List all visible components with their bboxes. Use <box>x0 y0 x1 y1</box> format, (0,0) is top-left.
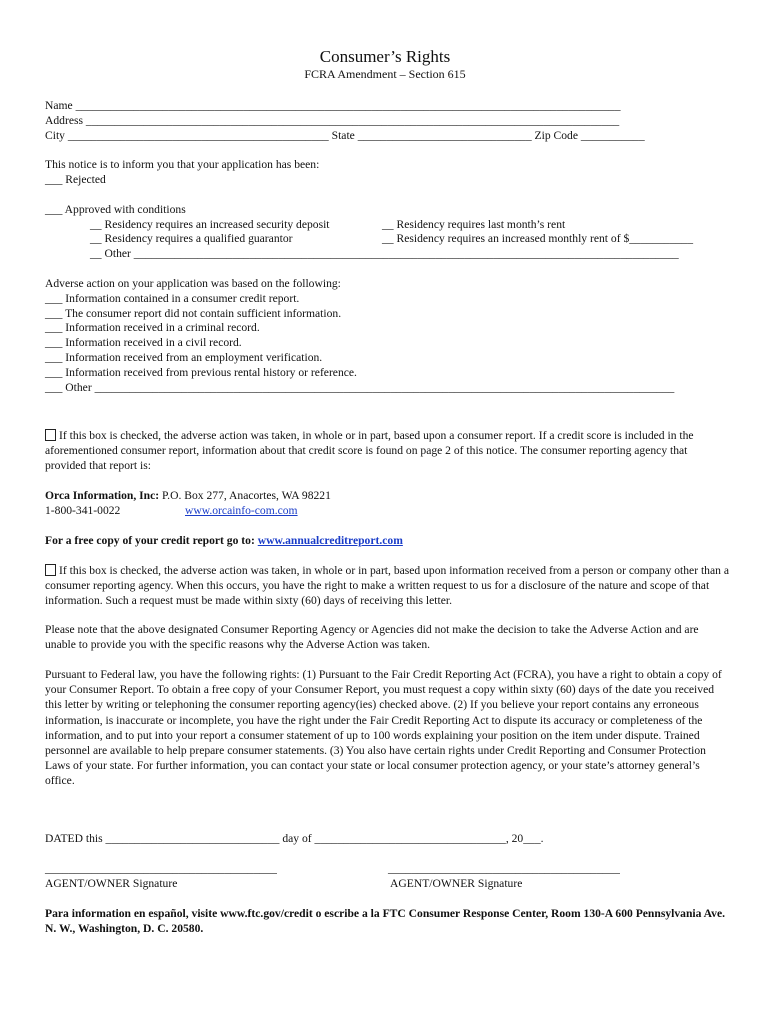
free-copy-label: For a free copy of your credit report go to: <box>45 534 255 547</box>
page-title: Consumer’s Rights <box>319 47 451 66</box>
condition-last-month-rent[interactable]: __ Residency requires last month’s rent <box>382 218 566 231</box>
adverse-intro: Adverse action on your application was based on the following: <box>45 277 341 290</box>
annualcreditreport-link[interactable]: www.annualcreditreport.com <box>257 534 403 547</box>
agency-website-link[interactable]: www.orcainfo-com.com <box>185 504 298 517</box>
free-copy-line <box>45 533 403 548</box>
adverse-item[interactable]: ___ Information received in a criminal record. <box>45 321 260 334</box>
agency-phone: 1-800-341-0022 <box>45 504 121 517</box>
adverse-item[interactable]: ___ Information received in a civil record. <box>45 336 242 349</box>
condition-other[interactable]: __ Other ______________________________________________________________________________________________ <box>90 247 679 260</box>
credit-report-section <box>45 428 729 474</box>
spanish-notice: Para information en español, visite www.ftc.gov/credit o escribe a la FTC Consumer Response Center, Room 130-A 600 Pennsylvania Ave. N. W., Washington, D. C. 20580. <box>45 907 726 936</box>
third-party-checkbox[interactable] <box>45 564 56 576</box>
third-party-text: If this box is checked, the adverse action was taken, in whole or in part, based upon information received from a person or company other than a consumer reporting agency. When this occurs, you have the right to make a written request to us for a disclosure of the nature and scope of that information. Such a request must be made within sixty (60) days of receiving this letter. <box>45 564 729 608</box>
approved-option[interactable]: ___ Approved with conditions <box>45 203 186 216</box>
credit-report-text: If this box is checked, the adverse action was taken, in whole or in part, based upon a consumer report. If a credit score is included in the aforementioned consumer report, information about that credit score is found on page 2 of this notice. The consumer reporting agency that provided that report is: <box>45 429 694 473</box>
address-field[interactable]: Address ____________________________________________________________________________________________ <box>45 114 620 127</box>
condition-monthly-rent[interactable]: __ Residency requires an increased monthly rent of $___________ <box>382 232 694 245</box>
rejected-option[interactable]: ___ Rejected <box>45 173 106 186</box>
agency-name: Orca Information, Inc: <box>45 489 160 502</box>
condition-security-deposit[interactable]: __ Residency requires an increased security deposit <box>90 218 330 231</box>
adverse-item[interactable]: ___ Information received from an employment verification. <box>45 351 323 364</box>
adverse-item[interactable]: ___ Information received from previous rental history or reference. <box>45 366 357 379</box>
signature-label-left: AGENT/OWNER Signature <box>45 877 178 890</box>
agency-note: Please note that the above designated Consumer Reporting Agency or Agencies did not make the decision to take the Adverse Action and are unable to provide you with the specific reasons why the Adverse Action was taken. <box>45 623 699 652</box>
signature-line-left[interactable]: ________________________________________ <box>45 862 277 875</box>
adverse-item[interactable]: ___ The consumer report did not contain sufficient information. <box>45 307 342 320</box>
rights-paragraph: Pursuant to Federal law, you have the following rights: (1) Pursuant to the Fair Credit Reporting Act (FCRA), you have a right to obtain a copy of your Consumer Report. To obtain a free copy of your Consumer Report, you must request a copy within sixty (60) days of the date you received this letter by writing or telephoning the consumer reporting agency(ies) checked above. (2) If you believe your report contains any erroneous information, is inaccurate or incomplete, you have the right under the Fair Credit Reporting Act to dispute its accuracy or completeness of the information, and to put into your report a consumer statement of up to 100 words explaining your position on the item under dispute. Trained personnel are available to help prepare consumer statements. (3) You also have certain rights under Credit Reporting and Consumer Protection Laws of your state. For further information, you can contact your state or local consumer protection agency, or your state’s attorney general’s office. <box>45 668 722 788</box>
signature-label-right: AGENT/OWNER Signature <box>390 877 523 890</box>
credit-report-checkbox[interactable] <box>45 429 56 441</box>
agency-address: P.O. Box 277, Anacortes, WA 98221 <box>162 489 331 502</box>
adverse-item[interactable]: ___ Information contained in a consumer credit report. <box>45 292 300 305</box>
page-subtitle: FCRA Amendment – Section 615 <box>304 67 466 81</box>
signature-line-right[interactable]: ________________________________________ <box>388 862 620 875</box>
third-party-section <box>45 563 729 609</box>
condition-guarantor[interactable]: __ Residency requires a qualified guarantor <box>90 232 293 245</box>
name-field[interactable]: Name ______________________________________________________________________________________________ <box>45 99 621 112</box>
notice-intro: This notice is to inform you that your application has been: <box>45 158 320 171</box>
dated-field[interactable]: DATED this ______________________________ day of _________________________________, 20___. <box>45 832 544 845</box>
city-state-zip-field[interactable]: City _____________________________________________ State ______________________________ Zip Code ___________ <box>45 129 645 142</box>
adverse-item-other[interactable]: ___ Other ____________________________________________________________________________________________________ <box>45 381 675 394</box>
agency-line <box>45 488 331 503</box>
